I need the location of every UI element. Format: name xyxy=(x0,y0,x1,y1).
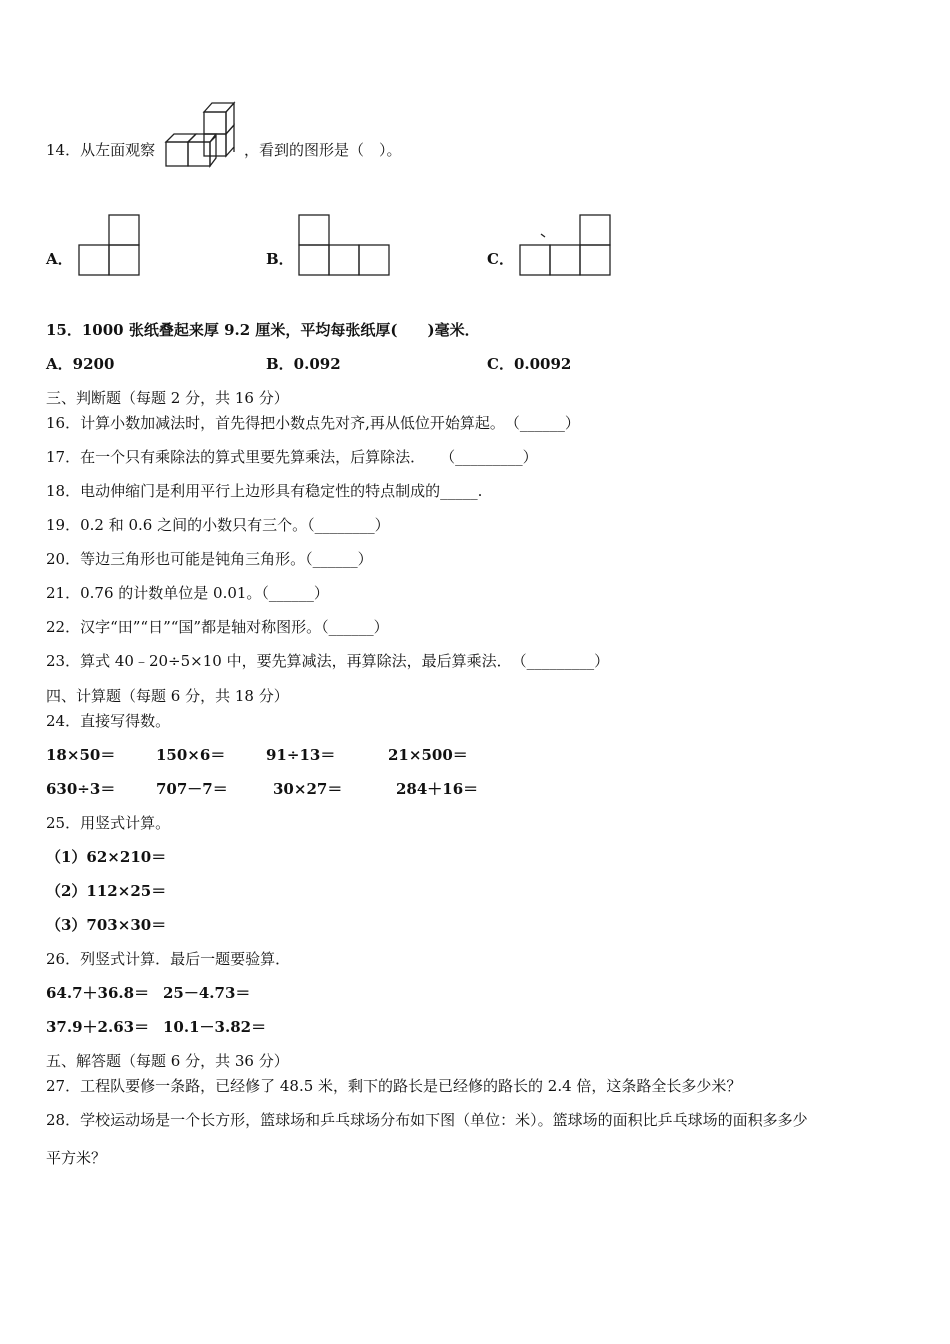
q25-item-3: （3）703×30＝ xyxy=(46,916,167,934)
q26-expr: 37.9＋2.63＝ xyxy=(46,1018,150,1036)
judge-item-16: 16．计算小数加减法时，首先得把小数点先对齐,再从低位开始算起。 （______） xyxy=(46,414,580,432)
q15-option-a: A．9200 xyxy=(46,355,115,373)
q14-option-b-figure xyxy=(298,214,392,278)
judge-item-21: 21．0.76 的计数单位是 0.01。（______） xyxy=(46,584,329,602)
section-4-heading: 四、计算题（每题 6 分，共 18 分） xyxy=(46,687,289,705)
q24-expr: 91÷13＝ xyxy=(266,746,336,764)
q15-option-b: B．0.092 xyxy=(266,355,341,373)
judge-item-23: 23．算式 40﹣20÷5×10 中，要先算减法，再算除法，最后算乘法． （_________） xyxy=(46,652,610,670)
judge-item-17: 17．在一个只有乘除法的算式里要先算乘法，后算除法． （_________） xyxy=(46,448,538,466)
q25-item-1: （1）62×210＝ xyxy=(46,848,167,866)
judge-item-22: 22．汉字“田”“日”“国”都是轴对称图形。（______） xyxy=(46,618,389,636)
q26-expr: 10.1－3.82＝ xyxy=(163,1018,267,1036)
q27-question: 27．工程队要修一条路，已经修了 48.5 米，剩下的路长是已经修的路长的 2.4 倍，这条路全长多少米？ xyxy=(46,1077,742,1095)
q28-question-line1: 28．学校运动场是一个长方形，篮球场和乒乓球场分布如下图（单位：米）。篮球场的面积比乒乓球场的面积多多少 xyxy=(46,1111,808,1129)
q14-option-a-label: A． xyxy=(46,250,73,268)
q24-expr: 21×500＝ xyxy=(388,746,468,764)
q14-option-a-figure xyxy=(78,214,142,278)
q15-option-c: C．0.0092 xyxy=(487,355,572,373)
judge-item-20: 20．等边三角形也可能是钝角三角形。（______） xyxy=(46,550,373,568)
q14-suffix: ，看到的图形是（ ）。 xyxy=(244,141,402,159)
section-3-heading: 三、判断题（每题 2 分，共 16 分） xyxy=(46,389,289,407)
q15-question: 15．1000 张纸叠起来厚 9.2 厘米，平均每张纸厚( )毫米． xyxy=(46,321,480,339)
q24-expr: 284＋16＝ xyxy=(396,780,479,798)
q26-expr: 64.7＋36.8＝ xyxy=(46,984,150,1002)
q26-title: 26．列竖式计算．最后一题要验算． xyxy=(46,950,291,968)
q24-expr: 30×27＝ xyxy=(273,780,343,798)
q25-item-2: （2）112×25＝ xyxy=(46,882,167,900)
judge-item-18: 18．电动伸缩门是利用平行上边形具有稳定性的特点制成的_____. xyxy=(46,482,483,500)
q14-prefix: 14．从左面观察 xyxy=(46,141,156,159)
q14-option-b-label: B． xyxy=(266,250,294,268)
q24-expr: 707－7＝ xyxy=(156,780,228,798)
q26-expr: 25－4.73＝ xyxy=(163,984,251,1002)
q24-expr: 630÷3＝ xyxy=(46,780,116,798)
q14-cube-stack-figure xyxy=(164,100,244,176)
q24-title: 24．直接写得数。 xyxy=(46,712,171,730)
q14-option-c-figure xyxy=(519,214,613,278)
q14-option-c-label: C． xyxy=(487,250,514,268)
q28-question-line2: 平方米？ xyxy=(46,1149,107,1167)
section-5-heading: 五、解答题（每题 6 分，共 36 分） xyxy=(46,1052,289,1070)
judge-item-19: 19．0.2 和 0.6 之间的小数只有三个。（________） xyxy=(46,516,390,534)
q25-title: 25．用竖式计算。 xyxy=(46,814,171,832)
q14-prompt xyxy=(46,140,155,160)
q24-expr: 150×6＝ xyxy=(156,746,226,764)
q24-expr: 18×50＝ xyxy=(46,746,116,764)
